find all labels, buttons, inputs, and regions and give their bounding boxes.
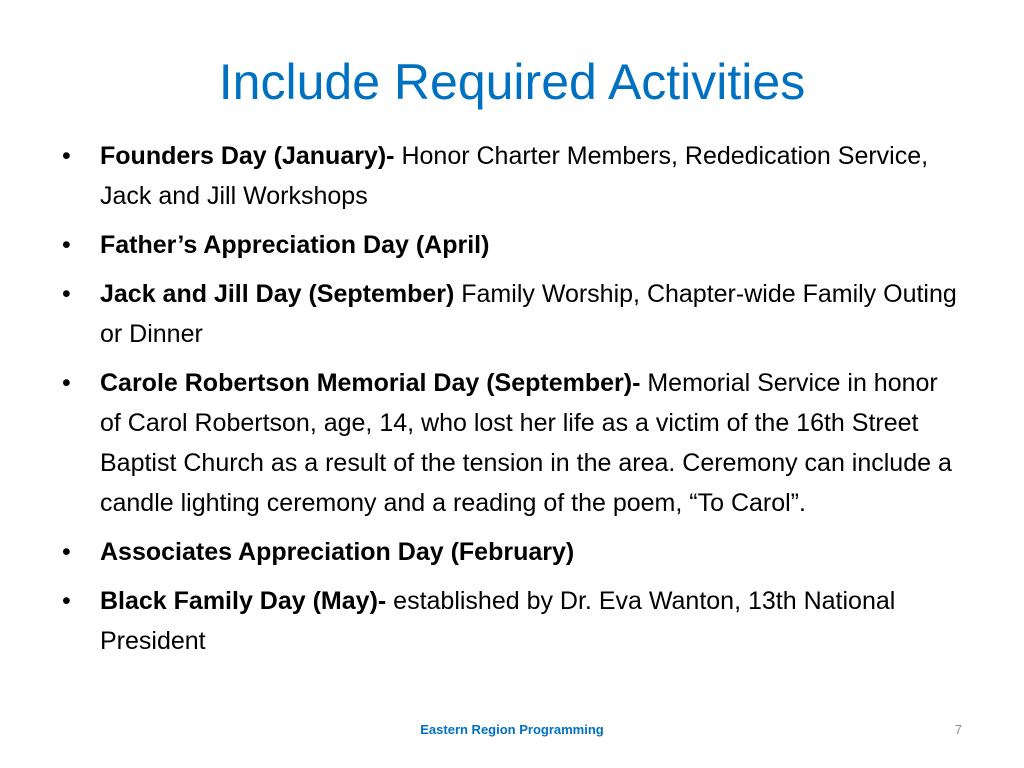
bullet-list [60,136,960,670]
bullet-heading: Carole Robertson Memorial Day (September)- [100,369,641,397]
slide-footer: Eastern Region Programming [420,722,604,737]
bullet-heading: Jack and Jill Day (September) [100,280,455,308]
bullet-icon: • [62,538,71,566]
bullet-item-black-family-day [60,581,960,661]
bullet-text: established by Dr. Eva Wanton, 13th National President [100,587,896,655]
bullet-item-founders-day [60,136,960,216]
bullet-text: Memorial Service in honor of Carol Robertson, age, 14, who lost her life as a victim of the 16th Street Baptist Church as a result of the tension in the area. Ceremony can include a candle lighting ceremony and a reading of the poem, “To Carol”. [100,369,952,517]
bullet-text: Family Worship, Chapter-wide Family Outing or Dinner [100,280,957,348]
bullet-icon: • [62,231,71,259]
bullet-item-fathers-appreciation-day [60,225,960,265]
bullet-icon: • [62,142,71,170]
page-number: 7 [954,722,962,737]
bullet-heading: Associates Appreciation Day (February) [100,538,575,566]
bullet-heading: Black Family Day (May)- [100,587,387,615]
bullet-item-associates-appreciation-day [60,532,960,572]
bullet-icon: • [62,369,71,397]
bullet-icon: • [62,280,71,308]
slide-title: Include Required Activities [218,54,806,110]
bullet-text: Honor Charter Members, Rededication Service, Jack and Jill Workshops [100,142,929,210]
bullet-heading: Father’s Appreciation Day (April) [100,231,490,259]
bullet-item-jack-and-jill-day [60,274,960,354]
bullet-item-carole-robertson-memorial-day [60,363,960,523]
bullet-heading: Founders Day (January)- [100,142,395,170]
bullet-icon: • [62,587,71,615]
